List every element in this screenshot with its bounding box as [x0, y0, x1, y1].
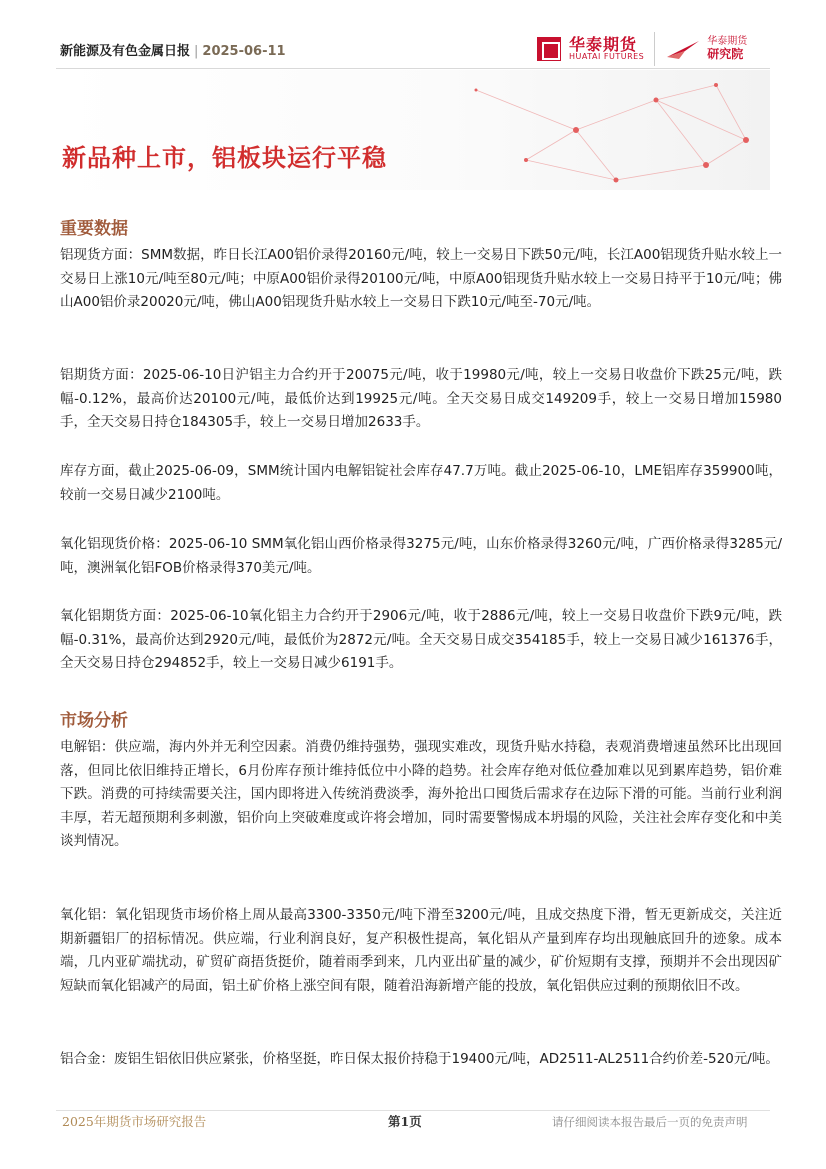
section-title-market-analysis: 市场分析 [60, 711, 128, 731]
paragraph-alumina-futures: 氧化铝期货方面：2025-06-10氧化铝主力合约开于2906元/吨，收于2886元/吨，较上一交易日收盘价下跌9元/吨，跌幅-0.31%，最高价达到2920元/吨，最低价为2872元/吨。全天交易日成交354185手，较上一交易日减少161376手，全天交易日持仓294852手，较上一交易日减少6191手。 [60, 608, 782, 671]
report-name: 新能源及有色金属日报 [60, 44, 191, 59]
footer-disclaimer-note: 请仔细阅读本报告最后一页的免责声明 [552, 1115, 748, 1129]
logo-divider [654, 32, 655, 66]
paragraph-alumina-spot: 氧化铝现货价格：2025-06-10 SMM氧化铝山西价格录得3275元/吨，山东价格录得3260元/吨，广西价格录得3285元/吨，澳洲氧化铝FOB价格录得370美元/吨。 [60, 536, 782, 576]
banner-title: 新品种上市，铝板块运行平稳 [62, 144, 387, 172]
research-institute-logo [665, 36, 747, 61]
research-swoosh-icon [665, 37, 701, 61]
company-name-cn: 华泰期货 [569, 34, 638, 54]
company-logo [537, 28, 769, 70]
report-header [60, 40, 286, 59]
paragraph-electrolytic-aluminum: 电解铝：供应端，海内外并无利空因素。消费仍维持强势，强现实难改，现货升贴水持稳，表观消费增速虽然环比出现回落，但同比依旧维持正增长，6月份库存预计维持低位中小降的趋势。社会库存绝对低位叠加难以见到累库趋势，铝价难下跌。消费的可持续需要关注，国内即将进入传统消费淡季，海外抢出口囤货后需求存在边际下滑的可能。当前行业利润丰厚，若无超预期利多刺激，铝价向上突破难度或许将会增加，同时需要警惕成本坍塌的风险，关注社会库存变化和中美谈判情况。 [60, 739, 782, 849]
research-text [707, 36, 747, 61]
header-rule [56, 68, 770, 69]
footer-report-label: 2025年期货市场研究报告 [62, 1114, 207, 1129]
report-date: 2025-06-11 [202, 44, 286, 59]
page-number: 第1页 [388, 1114, 422, 1129]
research-line1: 华泰期货 [707, 36, 748, 48]
footer-rule [56, 1110, 770, 1111]
logo-text [569, 36, 644, 62]
paragraph-inventory: 库存方面，截止2025-06-09，SMM统计国内电解铝锭社会库存47.7万吨。截止2025-06-10，LME铝库存359900吨，较前一交易日减少2100吨。 [60, 463, 782, 503]
paragraph-aluminum-alloy: 铝合金：废铝生铝依旧供应紧张，价格坚挺，昨日保太报价持稳于19400元/吨，AD2511-AL2511合约价差-520元/吨。 [60, 1051, 779, 1067]
research-line2: 研究院 [707, 46, 744, 61]
company-name-en: HUATAI FUTURES [569, 52, 645, 62]
paragraph-alumina-analysis: 氧化铝：氧化铝现货市场价格上周从最高3300-3350元/吨下滑至3200元/吨，且成交热度下滑，暂无更新成交，关注近期新疆铝厂的招标情况。供应端，行业利润良好，复产积极性提高，氧化铝从产量到库存均出现触底回升的迹象。成本端，几内亚矿端扰动，矿贸矿商捂货挺价，随着雨季到来，几内亚出矿量的减少，矿价短期有支撑，预期并不会出现因矿短缺而氧化铝减产的局面，铝土矿价格上涨空间有限，随着沿海新增产能的投放，氧化铝供应过剩的预期依旧不改。 [60, 907, 782, 994]
header-separator: | [194, 44, 199, 59]
paragraph-aluminum-futures: 铝期货方面：2025-06-10日沪铝主力合约开于20075元/吨，收于19980元/吨，较上一交易日收盘价下跌25元/吨，跌幅-0.12%，最高价达20100元/吨，最低价达到19925元/吨。全天交易日成交149209手，较上一交易日增加15980手，全天交易日持仓184305手，较上一交易日增加2633手。 [60, 367, 782, 430]
huatai-logo-icon [537, 37, 561, 61]
section-title-key-data: 重要数据 [60, 219, 128, 239]
paragraph-aluminum-spot: 铝现货方面：SMM数据，昨日长江A00铝价录得20160元/吨，较上一交易日下跌50元/吨，长江A00铝现货升贴水较上一交易日上涨10元/吨至80元/吨；中原A00铝价录得20100元/吨，中原A00铝现货升贴水较上一交易日持平于10元/吨；佛山A00铝价录20020元/吨，佛山A00铝现货升贴水较上一交易日下跌10元/吨至-70元/吨。 [60, 247, 782, 310]
